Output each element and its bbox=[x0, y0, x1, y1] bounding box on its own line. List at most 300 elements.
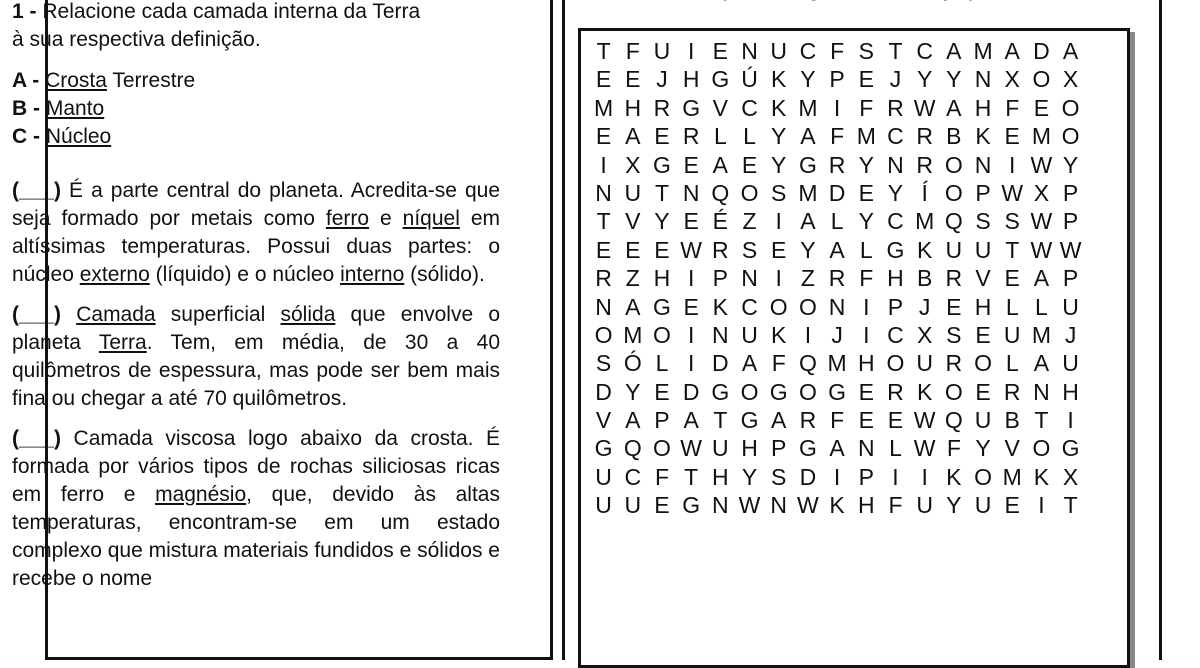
grid-letter[interactable]: É bbox=[712, 208, 729, 235]
grid-letter[interactable]: T bbox=[1063, 492, 1078, 519]
grid-letter[interactable]: U bbox=[624, 179, 642, 206]
grid-letter[interactable] bbox=[1085, 65, 1114, 93]
grid-letter[interactable]: I bbox=[600, 151, 607, 178]
grid-letter[interactable]: N bbox=[712, 321, 729, 348]
grid-letter[interactable]: C bbox=[741, 94, 758, 121]
grid-letter[interactable]: U bbox=[916, 492, 933, 519]
grid-letter[interactable]: V bbox=[1004, 435, 1020, 462]
grid-letter[interactable]: A bbox=[1004, 38, 1020, 64]
grid-letter[interactable]: U bbox=[624, 492, 642, 519]
grid-letter[interactable] bbox=[1085, 378, 1114, 406]
grid-letter[interactable]: X bbox=[1004, 66, 1020, 93]
grid-letter[interactable]: D bbox=[799, 463, 817, 490]
grid-letter[interactable] bbox=[1085, 151, 1114, 179]
grid-letter[interactable] bbox=[1085, 179, 1114, 207]
grid-letter[interactable]: U bbox=[741, 321, 758, 348]
grid-letter[interactable]: T bbox=[596, 38, 611, 64]
grid-letter[interactable]: A bbox=[771, 407, 787, 434]
grid-letter[interactable]: R bbox=[828, 151, 846, 178]
grid-letter[interactable]: A bbox=[800, 123, 816, 150]
grid-letter[interactable]: Y bbox=[858, 208, 874, 235]
grid-letter[interactable]: D bbox=[828, 179, 846, 206]
grid-letter[interactable]: E bbox=[625, 236, 641, 263]
grid-letter[interactable]: I bbox=[863, 321, 870, 348]
grid-letter[interactable]: S bbox=[858, 38, 874, 64]
grid-letter[interactable]: S bbox=[741, 236, 758, 263]
grid-letter[interactable]: P bbox=[654, 407, 670, 434]
grid-letter[interactable]: Y bbox=[858, 151, 874, 178]
grid-letter[interactable]: N bbox=[682, 179, 700, 206]
grid-letter[interactable]: E bbox=[1004, 123, 1020, 150]
grid-letter[interactable]: E bbox=[858, 66, 874, 93]
grid-letter[interactable]: R bbox=[916, 151, 933, 178]
grid-letter[interactable]: Y bbox=[625, 378, 641, 405]
grid-letter[interactable]: W bbox=[1030, 208, 1053, 235]
grid-letter[interactable]: M bbox=[1002, 463, 1022, 490]
grid-letter[interactable]: I bbox=[863, 293, 870, 320]
grid-letter[interactable]: W bbox=[913, 407, 936, 434]
grid-letter[interactable]: Y bbox=[946, 492, 962, 519]
grid-letter[interactable]: G bbox=[653, 151, 671, 178]
grid-letter[interactable]: N bbox=[770, 492, 788, 519]
grid-letter[interactable]: I bbox=[687, 350, 695, 377]
grid-letter[interactable]: E bbox=[1004, 492, 1020, 519]
grid-letter[interactable]: N bbox=[828, 293, 846, 320]
grid-letter[interactable]: T bbox=[1005, 236, 1020, 263]
grid-letter[interactable]: H bbox=[887, 265, 904, 292]
grid-letter[interactable]: O bbox=[944, 378, 963, 405]
grid-letter[interactable]: S bbox=[595, 350, 612, 377]
answer-blank-3[interactable]: (___) bbox=[12, 427, 62, 450]
grid-letter[interactable]: Z bbox=[625, 265, 640, 292]
grid-letter[interactable]: H bbox=[712, 463, 729, 490]
grid-letter[interactable]: E bbox=[654, 236, 670, 263]
grid-letter[interactable]: K bbox=[946, 463, 962, 490]
grid-letter[interactable]: E bbox=[595, 123, 612, 150]
grid-letter[interactable]: S bbox=[771, 179, 787, 206]
grid-letter[interactable]: U bbox=[653, 38, 671, 64]
grid-letter[interactable]: W bbox=[913, 94, 936, 121]
grid-letter[interactable]: P bbox=[975, 179, 991, 206]
grid-letter[interactable]: N bbox=[595, 293, 612, 320]
grid-letter[interactable]: S bbox=[946, 321, 962, 348]
grid-letter[interactable]: Y bbox=[741, 463, 758, 490]
grid-letter[interactable]: L bbox=[1035, 293, 1048, 320]
grid-letter[interactable]: U bbox=[974, 236, 992, 263]
grid-letter[interactable]: W bbox=[1030, 236, 1053, 263]
grid-letter[interactable]: O bbox=[740, 179, 759, 206]
grid-letter[interactable]: X bbox=[625, 151, 641, 178]
grid-letter[interactable]: E bbox=[1004, 265, 1020, 292]
grid-letter[interactable]: C bbox=[799, 38, 817, 64]
grid-letter[interactable]: Q bbox=[944, 407, 963, 434]
grid-letter[interactable]: E bbox=[975, 321, 991, 348]
grid-letter[interactable]: Ú bbox=[741, 66, 758, 93]
grid-letter[interactable]: O bbox=[1061, 94, 1080, 121]
grid-letter[interactable]: I bbox=[775, 208, 782, 235]
grid-letter[interactable]: Q bbox=[798, 350, 817, 377]
grid-letter[interactable]: D bbox=[595, 378, 612, 405]
grid-letter[interactable]: D bbox=[712, 350, 729, 377]
grid-letter[interactable]: U bbox=[974, 492, 992, 519]
grid-letter[interactable]: R bbox=[945, 350, 963, 377]
grid-letter[interactable]: R bbox=[945, 265, 963, 292]
grid-letter[interactable]: I bbox=[775, 265, 782, 292]
grid-letter[interactable] bbox=[1085, 349, 1114, 377]
grid-letter[interactable]: I bbox=[833, 463, 841, 490]
grid-letter[interactable]: U bbox=[770, 38, 788, 64]
grid-letter[interactable]: S bbox=[975, 208, 991, 235]
grid-letter[interactable]: I bbox=[687, 321, 695, 348]
grid-letter[interactable]: H bbox=[682, 66, 700, 93]
grid-letter[interactable]: Y bbox=[1062, 151, 1079, 178]
grid-letter[interactable]: H bbox=[857, 350, 875, 377]
grid-letter[interactable]: Y bbox=[975, 435, 991, 462]
grid-letter[interactable]: O bbox=[798, 293, 817, 320]
grid-letter[interactable]: E bbox=[858, 407, 874, 434]
grid-letter[interactable]: B bbox=[1004, 407, 1020, 434]
grid-letter[interactable]: R bbox=[916, 123, 933, 150]
grid-letter[interactable]: E bbox=[858, 378, 874, 405]
grid-letter[interactable]: O bbox=[1032, 435, 1051, 462]
grid-letter[interactable]: N bbox=[595, 179, 612, 206]
grid-letter[interactable]: C bbox=[887, 321, 904, 348]
grid-letter[interactable]: K bbox=[771, 94, 787, 121]
grid-letter[interactable]: G bbox=[886, 236, 905, 263]
grid-letter[interactable]: R bbox=[682, 123, 700, 150]
grid-letter[interactable]: K bbox=[916, 378, 933, 405]
grid-letter[interactable]: W bbox=[738, 492, 761, 519]
grid-letter[interactable]: H bbox=[1062, 378, 1079, 405]
grid-letter[interactable]: J bbox=[889, 66, 902, 93]
grid-letter[interactable]: E bbox=[887, 407, 904, 434]
grid-letter[interactable]: A bbox=[946, 38, 962, 64]
grid-letter[interactable]: Y bbox=[946, 66, 962, 93]
grid-letter[interactable]: A bbox=[625, 123, 641, 150]
grid-letter[interactable]: F bbox=[830, 123, 845, 150]
grid-letter[interactable]: G bbox=[682, 492, 701, 519]
grid-letter[interactable] bbox=[1085, 207, 1114, 235]
grid-letter[interactable]: W bbox=[797, 492, 819, 519]
grid-letter[interactable]: A bbox=[712, 151, 729, 178]
grid-letter[interactable]: Q bbox=[711, 179, 730, 206]
grid-letter[interactable]: G bbox=[798, 151, 817, 178]
grid-letter[interactable]: P bbox=[1062, 208, 1079, 235]
grid-letter[interactable]: K bbox=[829, 492, 845, 519]
grid-letter[interactable]: H bbox=[974, 293, 992, 320]
grid-letter[interactable]: K bbox=[771, 321, 787, 348]
grid-letter[interactable]: K bbox=[771, 66, 787, 93]
grid-letter[interactable]: Z bbox=[742, 208, 757, 235]
grid-letter[interactable]: L bbox=[655, 350, 669, 377]
grid-letter[interactable]: L bbox=[1005, 350, 1019, 377]
grid-letter[interactable]: O bbox=[944, 179, 963, 206]
grid-letter[interactable]: U bbox=[916, 350, 933, 377]
grid-letter[interactable]: E bbox=[858, 179, 874, 206]
grid-letter[interactable]: I bbox=[833, 94, 841, 121]
grid-letter[interactable]: I bbox=[1038, 492, 1045, 519]
grid-letter[interactable]: R bbox=[653, 94, 671, 121]
grid-letter[interactable]: E bbox=[625, 66, 641, 93]
grid-letter[interactable]: E bbox=[946, 293, 962, 320]
grid-letter[interactable]: K bbox=[975, 123, 991, 150]
grid-letter[interactable]: T bbox=[596, 208, 611, 235]
grid-letter[interactable]: G bbox=[653, 293, 671, 320]
grid-letter[interactable]: H bbox=[624, 94, 642, 121]
word-search-grid[interactable] bbox=[589, 37, 1114, 520]
grid-letter[interactable]: W bbox=[1001, 179, 1024, 206]
grid-letter[interactable]: P bbox=[858, 463, 874, 490]
grid-letter[interactable]: Í bbox=[921, 179, 928, 206]
grid-letter[interactable]: J bbox=[831, 321, 843, 348]
grid-letter[interactable]: N bbox=[741, 265, 758, 292]
grid-letter[interactable]: P bbox=[1062, 265, 1079, 292]
grid-letter[interactable]: Y bbox=[916, 66, 933, 93]
grid-letter[interactable]: L bbox=[713, 123, 727, 150]
grid-letter[interactable]: N bbox=[741, 38, 758, 64]
grid-letter[interactable]: Y bbox=[654, 208, 670, 235]
grid-letter[interactable]: S bbox=[1004, 208, 1020, 235]
grid-letter[interactable]: L bbox=[1005, 293, 1019, 320]
grid-letter[interactable]: V bbox=[595, 407, 612, 434]
grid-letter[interactable]: C bbox=[741, 293, 758, 320]
grid-letter[interactable]: Y bbox=[771, 123, 787, 150]
grid-letter[interactable]: T bbox=[654, 179, 669, 206]
grid-letter[interactable]: T bbox=[1034, 407, 1049, 434]
grid-letter[interactable]: E bbox=[712, 38, 729, 64]
grid-letter[interactable]: G bbox=[769, 378, 788, 405]
grid-letter[interactable] bbox=[1085, 122, 1114, 150]
grid-letter[interactable]: E bbox=[595, 66, 612, 93]
grid-letter[interactable]: M bbox=[623, 321, 643, 348]
grid-letter[interactable]: I bbox=[804, 321, 812, 348]
grid-letter[interactable]: E bbox=[1033, 94, 1050, 121]
grid-letter[interactable]: N bbox=[712, 492, 729, 519]
grid-letter[interactable]: G bbox=[711, 66, 730, 93]
grid-letter[interactable]: K bbox=[1033, 463, 1050, 490]
grid-letter[interactable]: M bbox=[798, 179, 818, 206]
grid-letter[interactable] bbox=[1085, 463, 1114, 491]
grid-letter[interactable]: U bbox=[974, 407, 992, 434]
grid-letter[interactable]: M bbox=[1031, 321, 1051, 348]
grid-letter[interactable]: A bbox=[625, 407, 641, 434]
grid-letter[interactable]: F bbox=[830, 38, 845, 64]
grid-letter[interactable]: E bbox=[654, 123, 670, 150]
grid-letter[interactable]: L bbox=[830, 208, 844, 235]
grid-letter[interactable]: G bbox=[1061, 435, 1080, 462]
grid-letter[interactable]: B bbox=[946, 123, 962, 150]
grid-letter[interactable]: Y bbox=[800, 66, 816, 93]
grid-letter[interactable]: D bbox=[1033, 38, 1050, 64]
grid-letter[interactable]: A bbox=[829, 435, 845, 462]
grid-letter[interactable]: P bbox=[887, 293, 904, 320]
grid-letter[interactable]: X bbox=[1062, 66, 1079, 93]
grid-letter[interactable]: O bbox=[1061, 123, 1080, 150]
grid-letter[interactable]: N bbox=[974, 66, 992, 93]
grid-letter[interactable]: A bbox=[741, 350, 758, 377]
grid-letter[interactable]: F bbox=[1005, 94, 1020, 121]
grid-letter[interactable]: H bbox=[741, 435, 758, 462]
grid-letter[interactable]: E bbox=[683, 293, 699, 320]
grid-letter[interactable]: Y bbox=[800, 236, 816, 263]
grid-letter[interactable]: W bbox=[680, 435, 703, 462]
grid-letter[interactable]: F bbox=[888, 492, 903, 519]
grid-letter[interactable]: H bbox=[653, 265, 671, 292]
grid-letter[interactable]: R bbox=[799, 407, 817, 434]
grid-letter[interactable]: E bbox=[654, 492, 670, 519]
grid-letter[interactable] bbox=[1085, 264, 1114, 292]
grid-letter[interactable]: A bbox=[625, 293, 641, 320]
grid-letter[interactable]: I bbox=[892, 463, 899, 490]
grid-letter[interactable] bbox=[1085, 37, 1114, 65]
grid-letter[interactable]: N bbox=[974, 151, 992, 178]
grid-letter[interactable]: F bbox=[830, 407, 845, 434]
grid-letter[interactable]: L bbox=[743, 123, 756, 150]
grid-letter[interactable]: H bbox=[974, 94, 992, 121]
grid-letter[interactable]: V bbox=[975, 265, 991, 292]
grid-letter[interactable]: R bbox=[595, 265, 612, 292]
grid-letter[interactable]: F bbox=[859, 265, 874, 292]
grid-letter[interactable]: E bbox=[741, 151, 758, 178]
grid-letter[interactable] bbox=[1085, 293, 1114, 321]
grid-letter[interactable]: U bbox=[1062, 350, 1079, 377]
grid-letter[interactable]: E bbox=[683, 151, 699, 178]
grid-letter[interactable]: T bbox=[888, 38, 903, 64]
grid-letter[interactable]: P bbox=[712, 265, 729, 292]
grid-letter[interactable]: E bbox=[975, 378, 991, 405]
grid-letter[interactable]: I bbox=[1009, 151, 1016, 178]
grid-letter[interactable]: A bbox=[946, 94, 962, 121]
grid-letter[interactable] bbox=[1085, 94, 1114, 122]
grid-letter[interactable]: F bbox=[946, 435, 961, 462]
grid-letter[interactable]: A bbox=[829, 236, 845, 263]
grid-letter[interactable]: O bbox=[798, 378, 817, 405]
grid-letter[interactable]: E bbox=[595, 236, 612, 263]
grid-letter[interactable]: O bbox=[1032, 66, 1051, 93]
grid-letter[interactable]: C bbox=[916, 38, 933, 64]
grid-letter[interactable]: Z bbox=[800, 265, 815, 292]
grid-letter[interactable]: X bbox=[1033, 179, 1050, 206]
grid-letter[interactable]: A bbox=[1033, 265, 1050, 292]
grid-letter[interactable]: G bbox=[798, 435, 817, 462]
grid-letter[interactable]: V bbox=[712, 94, 729, 121]
grid-letter[interactable]: M bbox=[915, 208, 935, 235]
grid-letter[interactable]: E bbox=[771, 236, 787, 263]
grid-letter[interactable] bbox=[1085, 236, 1114, 264]
grid-letter[interactable] bbox=[1085, 491, 1114, 519]
grid-letter[interactable]: I bbox=[1067, 407, 1074, 434]
grid-letter[interactable]: Y bbox=[771, 151, 787, 178]
grid-letter[interactable]: B bbox=[916, 265, 933, 292]
grid-letter[interactable]: R bbox=[1003, 378, 1021, 405]
grid-letter[interactable]: U bbox=[1003, 321, 1021, 348]
grid-letter[interactable]: U bbox=[1062, 293, 1079, 320]
grid-letter[interactable]: F bbox=[859, 94, 874, 121]
grid-letter[interactable]: M bbox=[827, 350, 847, 377]
grid-letter[interactable]: M bbox=[973, 38, 993, 64]
grid-letter[interactable]: W bbox=[1030, 151, 1053, 178]
grid-letter[interactable]: G bbox=[682, 94, 701, 121]
grid-letter[interactable]: J bbox=[918, 293, 931, 320]
grid-letter[interactable]: J bbox=[1064, 321, 1077, 348]
grid-letter[interactable]: P bbox=[1062, 179, 1079, 206]
grid-letter[interactable]: W bbox=[1059, 236, 1082, 263]
grid-letter[interactable]: M bbox=[856, 123, 876, 150]
grid-letter[interactable]: G bbox=[594, 435, 613, 462]
grid-letter[interactable]: M bbox=[798, 94, 818, 121]
grid-letter[interactable]: Q bbox=[623, 435, 642, 462]
grid-letter[interactable]: U bbox=[945, 236, 963, 263]
grid-letter[interactable]: I bbox=[921, 463, 928, 490]
grid-letter[interactable]: O bbox=[944, 151, 963, 178]
grid-letter[interactable]: C bbox=[624, 463, 642, 490]
grid-letter[interactable]: O bbox=[653, 321, 671, 348]
grid-letter[interactable]: U bbox=[712, 435, 729, 462]
grid-letter[interactable]: M bbox=[1031, 123, 1051, 150]
grid-letter[interactable]: D bbox=[682, 378, 700, 405]
grid-letter[interactable]: A bbox=[800, 208, 816, 235]
grid-letter[interactable]: O bbox=[594, 321, 613, 348]
grid-letter[interactable]: G bbox=[828, 378, 847, 405]
grid-letter[interactable]: C bbox=[887, 208, 904, 235]
grid-letter[interactable]: N bbox=[857, 435, 875, 462]
grid-letter[interactable]: O bbox=[974, 463, 992, 490]
grid-letter[interactable]: L bbox=[889, 435, 902, 462]
grid-letter[interactable]: O bbox=[740, 378, 759, 405]
grid-letter[interactable]: P bbox=[771, 435, 787, 462]
grid-letter[interactable]: E bbox=[654, 378, 670, 405]
grid-letter[interactable]: I bbox=[687, 265, 695, 292]
grid-letter[interactable]: T bbox=[713, 407, 728, 434]
grid-letter[interactable]: I bbox=[687, 38, 695, 64]
grid-letter[interactable]: F bbox=[625, 38, 640, 64]
grid-letter[interactable]: R bbox=[712, 236, 729, 263]
grid-letter[interactable]: F bbox=[654, 463, 669, 490]
grid-letter[interactable]: C bbox=[887, 123, 904, 150]
grid-letter[interactable]: N bbox=[1033, 378, 1050, 405]
grid-letter[interactable]: O bbox=[769, 293, 788, 320]
grid-letter[interactable]: O bbox=[974, 350, 992, 377]
grid-letter[interactable]: E bbox=[683, 208, 699, 235]
grid-letter[interactable]: K bbox=[712, 293, 729, 320]
grid-letter[interactable]: A bbox=[683, 407, 699, 434]
grid-letter[interactable]: H bbox=[857, 492, 875, 519]
grid-letter[interactable]: O bbox=[886, 350, 905, 377]
grid-letter[interactable]: Ó bbox=[623, 350, 642, 377]
grid-letter[interactable]: R bbox=[828, 265, 846, 292]
grid-letter[interactable]: N bbox=[887, 151, 904, 178]
grid-letter[interactable]: P bbox=[829, 66, 845, 93]
grid-letter[interactable]: M bbox=[594, 94, 614, 121]
grid-letter[interactable]: W bbox=[913, 435, 936, 462]
grid-letter[interactable] bbox=[1085, 321, 1114, 349]
grid-letter[interactable]: G bbox=[740, 407, 759, 434]
grid-letter[interactable]: F bbox=[771, 350, 786, 377]
grid-letter[interactable]: U bbox=[595, 492, 612, 519]
grid-letter[interactable]: J bbox=[656, 66, 668, 93]
grid-letter[interactable]: U bbox=[595, 463, 612, 490]
grid-letter[interactable]: X bbox=[916, 321, 933, 348]
grid-letter[interactable]: X bbox=[1062, 463, 1079, 490]
grid-letter[interactable]: A bbox=[1062, 38, 1079, 64]
grid-letter[interactable]: R bbox=[887, 94, 904, 121]
grid-letter[interactable]: O bbox=[653, 435, 671, 462]
grid-letter[interactable]: R bbox=[887, 378, 904, 405]
answer-blank-2[interactable]: (___) bbox=[12, 303, 62, 326]
grid-letter[interactable]: V bbox=[625, 208, 641, 235]
grid-letter[interactable]: T bbox=[684, 463, 699, 490]
grid-letter[interactable]: G bbox=[711, 378, 730, 405]
